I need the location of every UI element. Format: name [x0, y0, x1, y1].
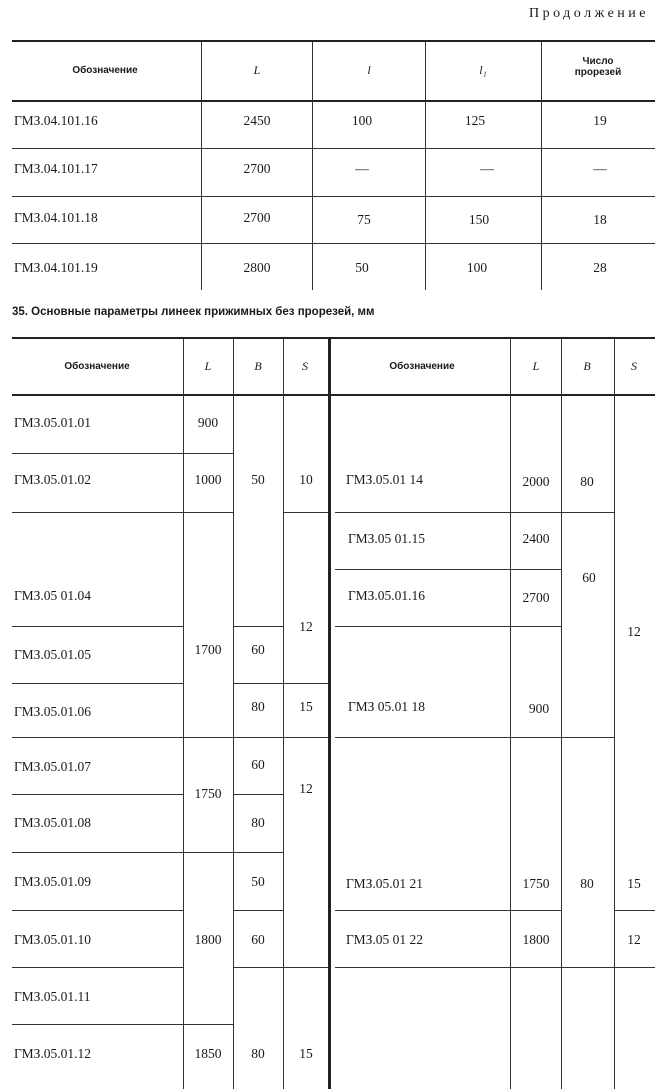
header-l: l — [367, 63, 371, 77]
right-designation: ГМЗ.05.01 14 — [346, 472, 424, 487]
left-L: 1700 — [194, 642, 222, 657]
header-designation-left: Обозначение — [64, 361, 130, 372]
header-L: L — [253, 63, 261, 77]
left-S: 12 — [299, 781, 313, 796]
left-B: 50 — [251, 874, 265, 889]
table-cell-l1: 100 — [466, 260, 488, 275]
right-L: 1750 — [522, 876, 550, 891]
table-row-designation: ГМЗ.04.101.19 — [14, 260, 98, 275]
right-S: 12 — [627, 624, 641, 639]
table-cell-L: 2450 — [243, 113, 271, 128]
right-L: 2000 — [522, 474, 550, 489]
header-slot-count: Число прорезей — [574, 56, 622, 78]
left-designation: ГМЗ.05.01.10 — [14, 932, 92, 947]
left-designation: ГМЗ.05.01.02 — [14, 472, 92, 487]
table-cell-l: — — [355, 161, 369, 176]
left-S: 10 — [299, 472, 313, 487]
left-B: 80 — [251, 699, 265, 714]
left-S: 15 — [299, 1046, 313, 1061]
right-S: 15 — [627, 876, 641, 891]
table-caption: 35. Основные параметры линеек прижимных без прорезей, мм — [12, 306, 375, 318]
right-L: 2700 — [522, 590, 550, 605]
left-B: 60 — [251, 932, 265, 947]
continuation-label: Продолжение — [528, 6, 649, 21]
header-designation: Обозначение — [72, 65, 138, 76]
table-cell-L: 2800 — [243, 260, 271, 275]
table-row-designation: ГМЗ.04.101.17 — [14, 161, 98, 176]
table-row-designation: ГМЗ.04.101.18 — [14, 210, 98, 225]
left-B: 80 — [251, 815, 265, 830]
left-L: 1800 — [194, 932, 222, 947]
left-S: 15 — [299, 699, 313, 714]
right-designation: ГМЗ.05.01 21 — [346, 876, 424, 891]
right-B: 60 — [582, 570, 596, 585]
table-row-designation: ГМЗ.04.101.16 — [14, 113, 98, 128]
left-L: 900 — [197, 415, 219, 430]
right-designation: ГМЗ.05.01.16 — [348, 588, 426, 603]
right-designation: ГМЗ 05.01 18 — [348, 699, 426, 714]
left-designation: ГМЗ.05.01.11 — [14, 989, 91, 1004]
left-S: 12 — [299, 619, 313, 634]
right-L: 900 — [528, 701, 550, 716]
header-S-left: S — [302, 359, 308, 373]
left-designation: ГМЗ.05.01.12 — [14, 1046, 92, 1061]
table-cell-l1: 150 — [468, 212, 490, 227]
right-B: 80 — [580, 876, 594, 891]
right-designation: ГМЗ.05 01 22 — [346, 932, 424, 947]
left-B: 60 — [251, 757, 265, 772]
header-l1: l₁ — [479, 63, 487, 77]
table-cell-l: 50 — [355, 260, 369, 275]
left-designation: ГМЗ.05.01.05 — [14, 647, 92, 662]
left-designation: ГМЗ.05.01.08 — [14, 815, 92, 830]
left-designation: ГМЗ.05.01.09 — [14, 874, 92, 889]
left-designation: ГМЗ.05.01.01 — [14, 415, 92, 430]
header-L-left: L — [204, 359, 212, 373]
table-cell-slots: 18 — [593, 212, 607, 227]
right-L: 2400 — [522, 531, 550, 546]
left-B: 60 — [251, 642, 265, 657]
header-designation-right: Обозначение — [389, 361, 455, 372]
left-designation: ГМЗ.05 01.04 — [14, 588, 92, 603]
table-cell-L: 2700 — [243, 210, 271, 225]
right-S: 12 — [627, 932, 641, 947]
right-designation: ГМЗ.05 01.15 — [348, 531, 426, 546]
left-L: 1000 — [194, 472, 222, 487]
header-B-left: B — [254, 359, 262, 373]
left-designation: ГМЗ.05.01.07 — [14, 759, 92, 774]
table-cell-l1: 125 — [464, 113, 486, 128]
right-B: 80 — [580, 474, 594, 489]
left-B: 80 — [251, 1046, 265, 1061]
left-B: 50 — [251, 472, 265, 487]
table-cell-l1: — — [480, 161, 494, 176]
left-L: 1750 — [194, 786, 222, 801]
table-cell-slots: 28 — [593, 260, 607, 275]
table-cell-l: 100 — [351, 113, 373, 128]
table-cell-slots: 19 — [593, 113, 607, 128]
left-designation: ГМЗ.05.01.06 — [14, 704, 92, 719]
header-B-right: B — [583, 359, 591, 373]
right-L: 1800 — [522, 932, 550, 947]
header-L-right: L — [532, 359, 540, 373]
table-cell-slots: — — [593, 161, 607, 176]
table-cell-L: 2700 — [243, 161, 271, 176]
left-L: 1850 — [194, 1046, 222, 1061]
header-S-right: S — [631, 359, 637, 373]
table-cell-l: 75 — [357, 212, 371, 227]
